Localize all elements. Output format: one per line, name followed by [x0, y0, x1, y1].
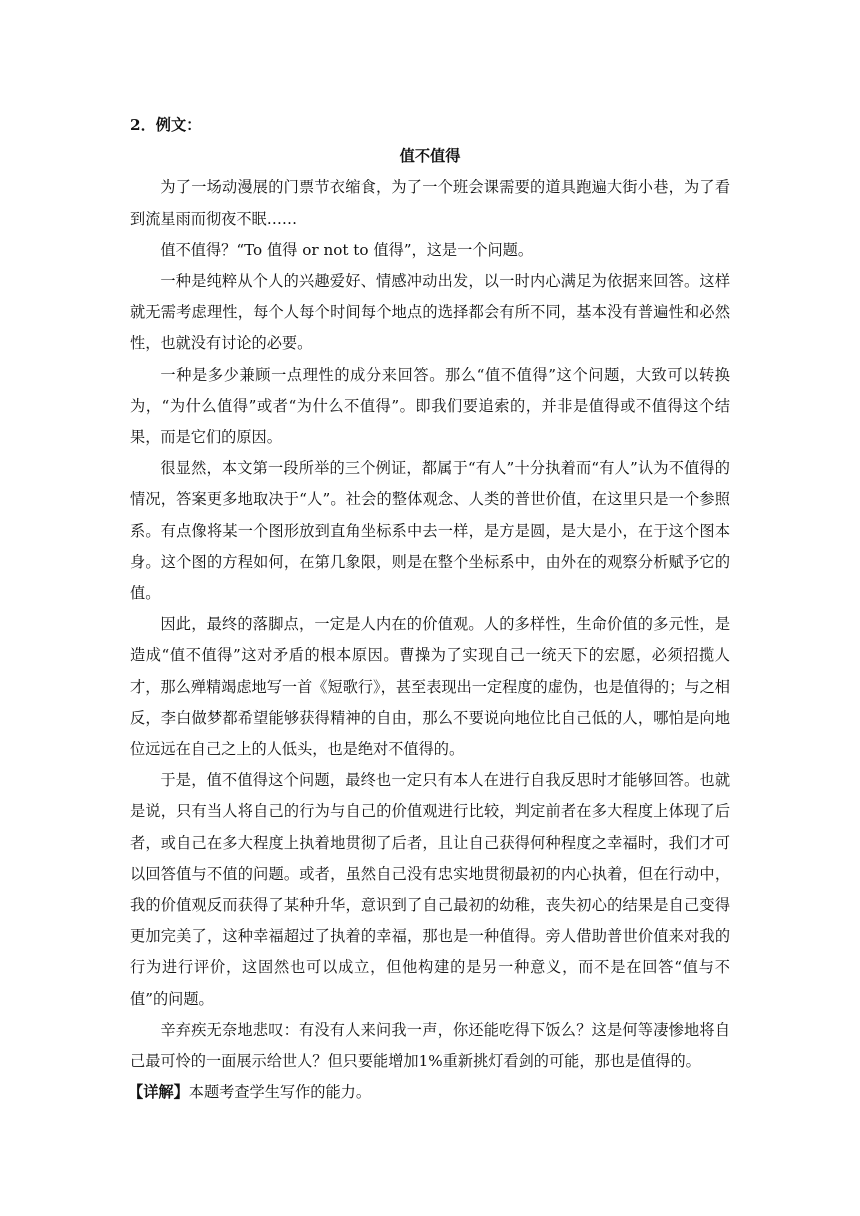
detail-label: 【详解】 [128, 1083, 189, 1102]
essay-title: 值不值得 [399, 147, 461, 166]
detail-text: 本题考查学生写作的能力。 [188, 1083, 371, 1102]
section-number: 2．例文： [130, 116, 202, 134]
document-content [130, 110, 730, 1109]
essay-paragraph-7: 于是，值不值得这个问题，最终也一定只有本人在进行自我反思时才能够回答。也就是说，只有当人将自己的行为与自己的价值观进行比较，判定前者在多大程度上体现了后者，或自己在多大程度上执着地贯彻了后者，且让自己获得何种程度之幸福时，我们才可以回答值与不值的问题。或者，虽然自己没有忠实地贯彻最初的内心执着，但在行动中，我的价值观反而获得了某种升华，意识到了自己最初的幼稚，丧失初心的结果是自己变得更加完美了，这种幸福超过了执着的幸福，那也是一种值得。旁人借助普世价值来对我的行为进行评价，这固然也可以成立，但他构建的是另一种意义，而不是在回答“值与不值”的问题。 [130, 771, 730, 1008]
essay-paragraph-6: 因此，最终的落脚点，一定是人内在的价值观。人的多样性，生命价值的多元性，是造成“值不值得”这对矛盾的根本原因。曹操为了实现自己一统天下的宏愿，必须招揽人才，那么殚精竭虑地写一首《短歌行》，甚至表现出一定程度的虚伪，也是值得的；与之相反，李白做梦都希望能够获得精神的自由，那么不要说向地位比自己低的人，哪怕是向地位远远在自己之上的人低头，也是绝对不值得的。 [130, 615, 730, 759]
essay-paragraph-2: 值不值得？“To 值得 or not to 值得”，这是一个问题。 [160, 240, 534, 259]
detail-line [128, 1077, 730, 1108]
essay-paragraph-4: 一种是多少兼顾一点理性的成分来回答。那么“值不值得”这个问题，大致可以转换为，“为什么值得”或者“为什么不值得”。即我们要追索的，并非是值得或不值得这个结果，而是它们的原因。 [130, 365, 730, 447]
essay-paragraph-8: 辛弃疾无奈地悲叹：有没有人来问我一声，你还能吃得下饭么？这是何等凄惨地将自己最可怜的一面展示给世人？但只要能增加1%重新挑灯看剑的可能，那也是值得的。 [130, 1020, 730, 1071]
essay-paragraph-5: 很显然，本文第一段所举的三个例证，都属于“有人”十分执着而“有人”认为不值得的情况，答案更多地取决于“人”。社会的整体观念、人类的普世价值，在这里只是一个参照系。有点像将某一个图形放到直角坐标系中去一样，是方是圆，是大是小，在于这个图本身。这个图的方程如何，在第几象限，则是在整个坐标系中，由外在的观察分析赋予它的值。 [130, 459, 730, 603]
essay-paragraph-1: 为了一场动漫展的门票节衣缩食，为了一个班会课需要的道具跑遍大街小巷，为了看到流星雨而彻夜不眠…… [130, 178, 730, 228]
essay-paragraph-3: 一种是纯粹从个人的兴趣爱好、情感冲动出发，以一时内心满足为依据来回答。这样就无需考虑理性，每个人每个时间每个地点的选择都会有所不同，基本没有普遍性和必然性，也就没有讨论的必要。 [130, 272, 730, 353]
